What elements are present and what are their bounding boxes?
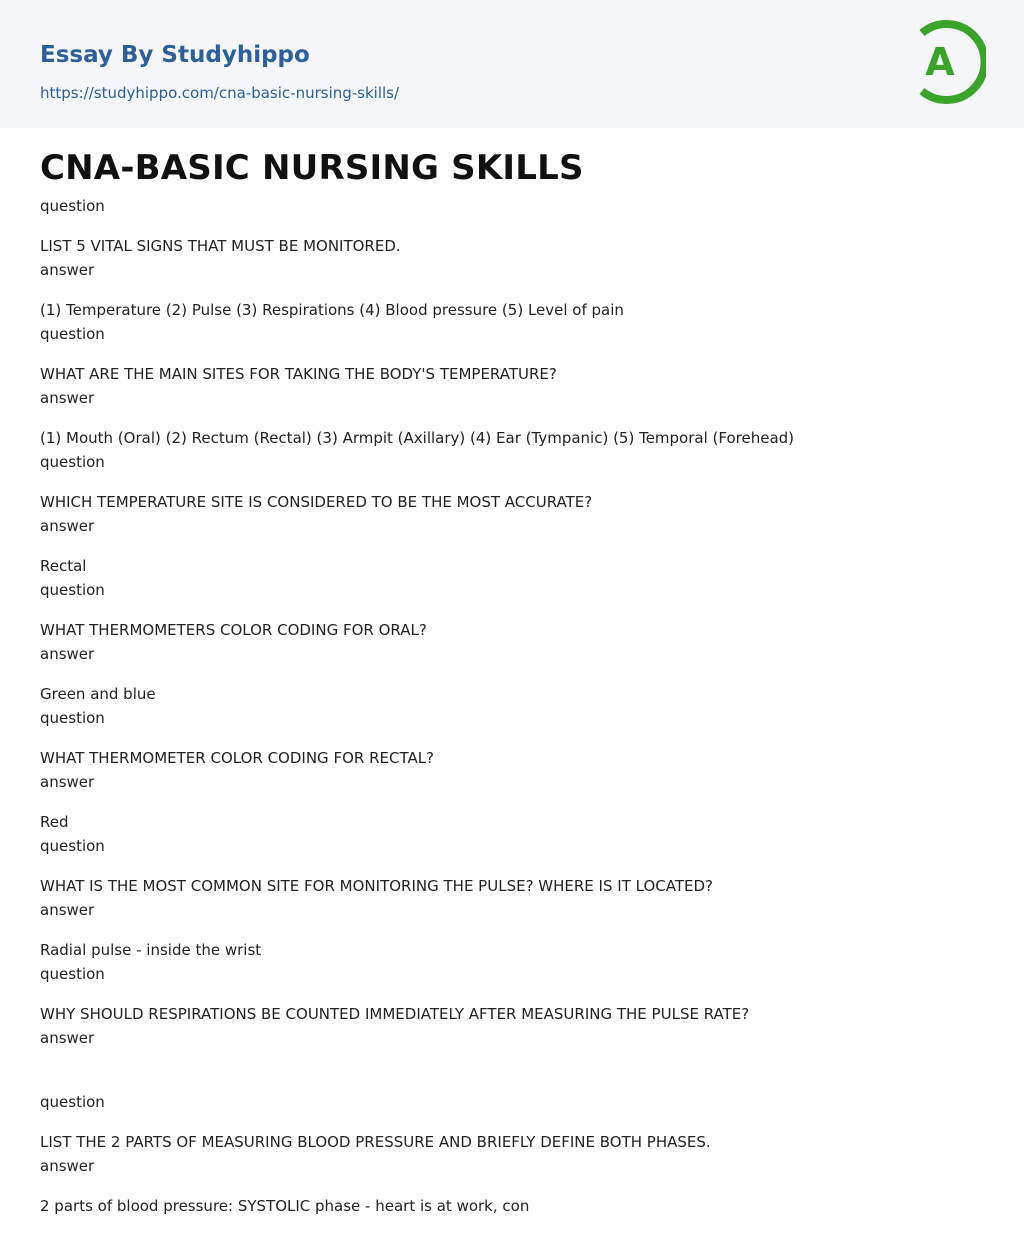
question-label: question	[40, 965, 105, 983]
qa-item	[40, 194, 980, 322]
question-text: WHAT THERMOMETER COLOR CODING FOR RECTAL?	[40, 749, 435, 767]
answer-text: Radial pulse - inside the wrist	[40, 941, 262, 959]
qa-item	[40, 450, 980, 578]
qa-item	[40, 1090, 980, 1218]
qa-item	[40, 706, 980, 834]
question-label: question	[40, 837, 105, 855]
answer-text: Green and blue	[40, 685, 156, 703]
answer-text: (1) Temperature (2) Pulse (3) Respirations (4) Blood pressure (5) Level of pain	[40, 301, 624, 319]
question-text: WHAT ARE THE MAIN SITES FOR TAKING THE BODY'S TEMPERATURE?	[40, 365, 557, 383]
studyhippo-logo-icon	[912, 19, 986, 105]
answer-label: answer	[40, 389, 95, 407]
answer-label: answer	[40, 517, 95, 535]
question-label: question	[40, 325, 105, 343]
answer-label: answer	[40, 773, 95, 791]
qa-list	[40, 194, 980, 1218]
answer-text: Rectal	[40, 557, 87, 575]
question-text: LIST THE 2 PARTS OF MEASURING BLOOD PRESSURE AND BRIEFLY DEFINE BOTH PHASES.	[40, 1133, 711, 1151]
answer-label: answer	[40, 261, 95, 279]
question-label: question	[40, 1093, 105, 1111]
page-header	[0, 0, 1024, 128]
question-label: question	[40, 197, 105, 215]
question-text: WHICH TEMPERATURE SITE IS CONSIDERED TO BE THE MOST ACCURATE?	[40, 493, 593, 511]
qa-item	[40, 578, 980, 706]
answer-label: answer	[40, 1157, 95, 1175]
answer-label: answer	[40, 645, 95, 663]
answer-label: answer	[40, 901, 95, 919]
page-title: CNA-BASIC NURSING SKILLS	[40, 148, 584, 188]
logo-letter: A	[925, 40, 955, 84]
qa-item	[40, 834, 980, 962]
answer-text: 2 parts of blood pressure: SYSTOLIC phase - heart is at work, con	[40, 1197, 530, 1215]
source-url-link[interactable]: https://studyhippo.com/cna-basic-nursing-skills/	[40, 84, 400, 102]
essay-content	[40, 146, 980, 1218]
brand-link[interactable]: Essay By Studyhippo	[40, 42, 310, 68]
qa-item	[40, 962, 980, 1090]
question-text: WHY SHOULD RESPIRATIONS BE COUNTED IMMEDIATELY AFTER MEASURING THE PULSE RATE?	[40, 1005, 750, 1023]
qa-item	[40, 322, 980, 450]
question-label: question	[40, 709, 105, 727]
question-text: LIST 5 VITAL SIGNS THAT MUST BE MONITORED.	[40, 237, 401, 255]
question-text: WHAT IS THE MOST COMMON SITE FOR MONITORING THE PULSE? WHERE IS IT LOCATED?	[40, 877, 713, 895]
answer-text: Red	[40, 813, 69, 831]
question-label: question	[40, 453, 105, 471]
question-text: WHAT THERMOMETERS COLOR CODING FOR ORAL?	[40, 621, 427, 639]
answer-text	[40, 1066, 980, 1090]
answer-label: answer	[40, 1029, 95, 1047]
answer-text: (1) Mouth (Oral) (2) Rectum (Rectal) (3) Armpit (Axillary) (4) Ear (Tympanic) (5) Temporal (Forehead)	[40, 429, 795, 447]
question-label: question	[40, 581, 105, 599]
